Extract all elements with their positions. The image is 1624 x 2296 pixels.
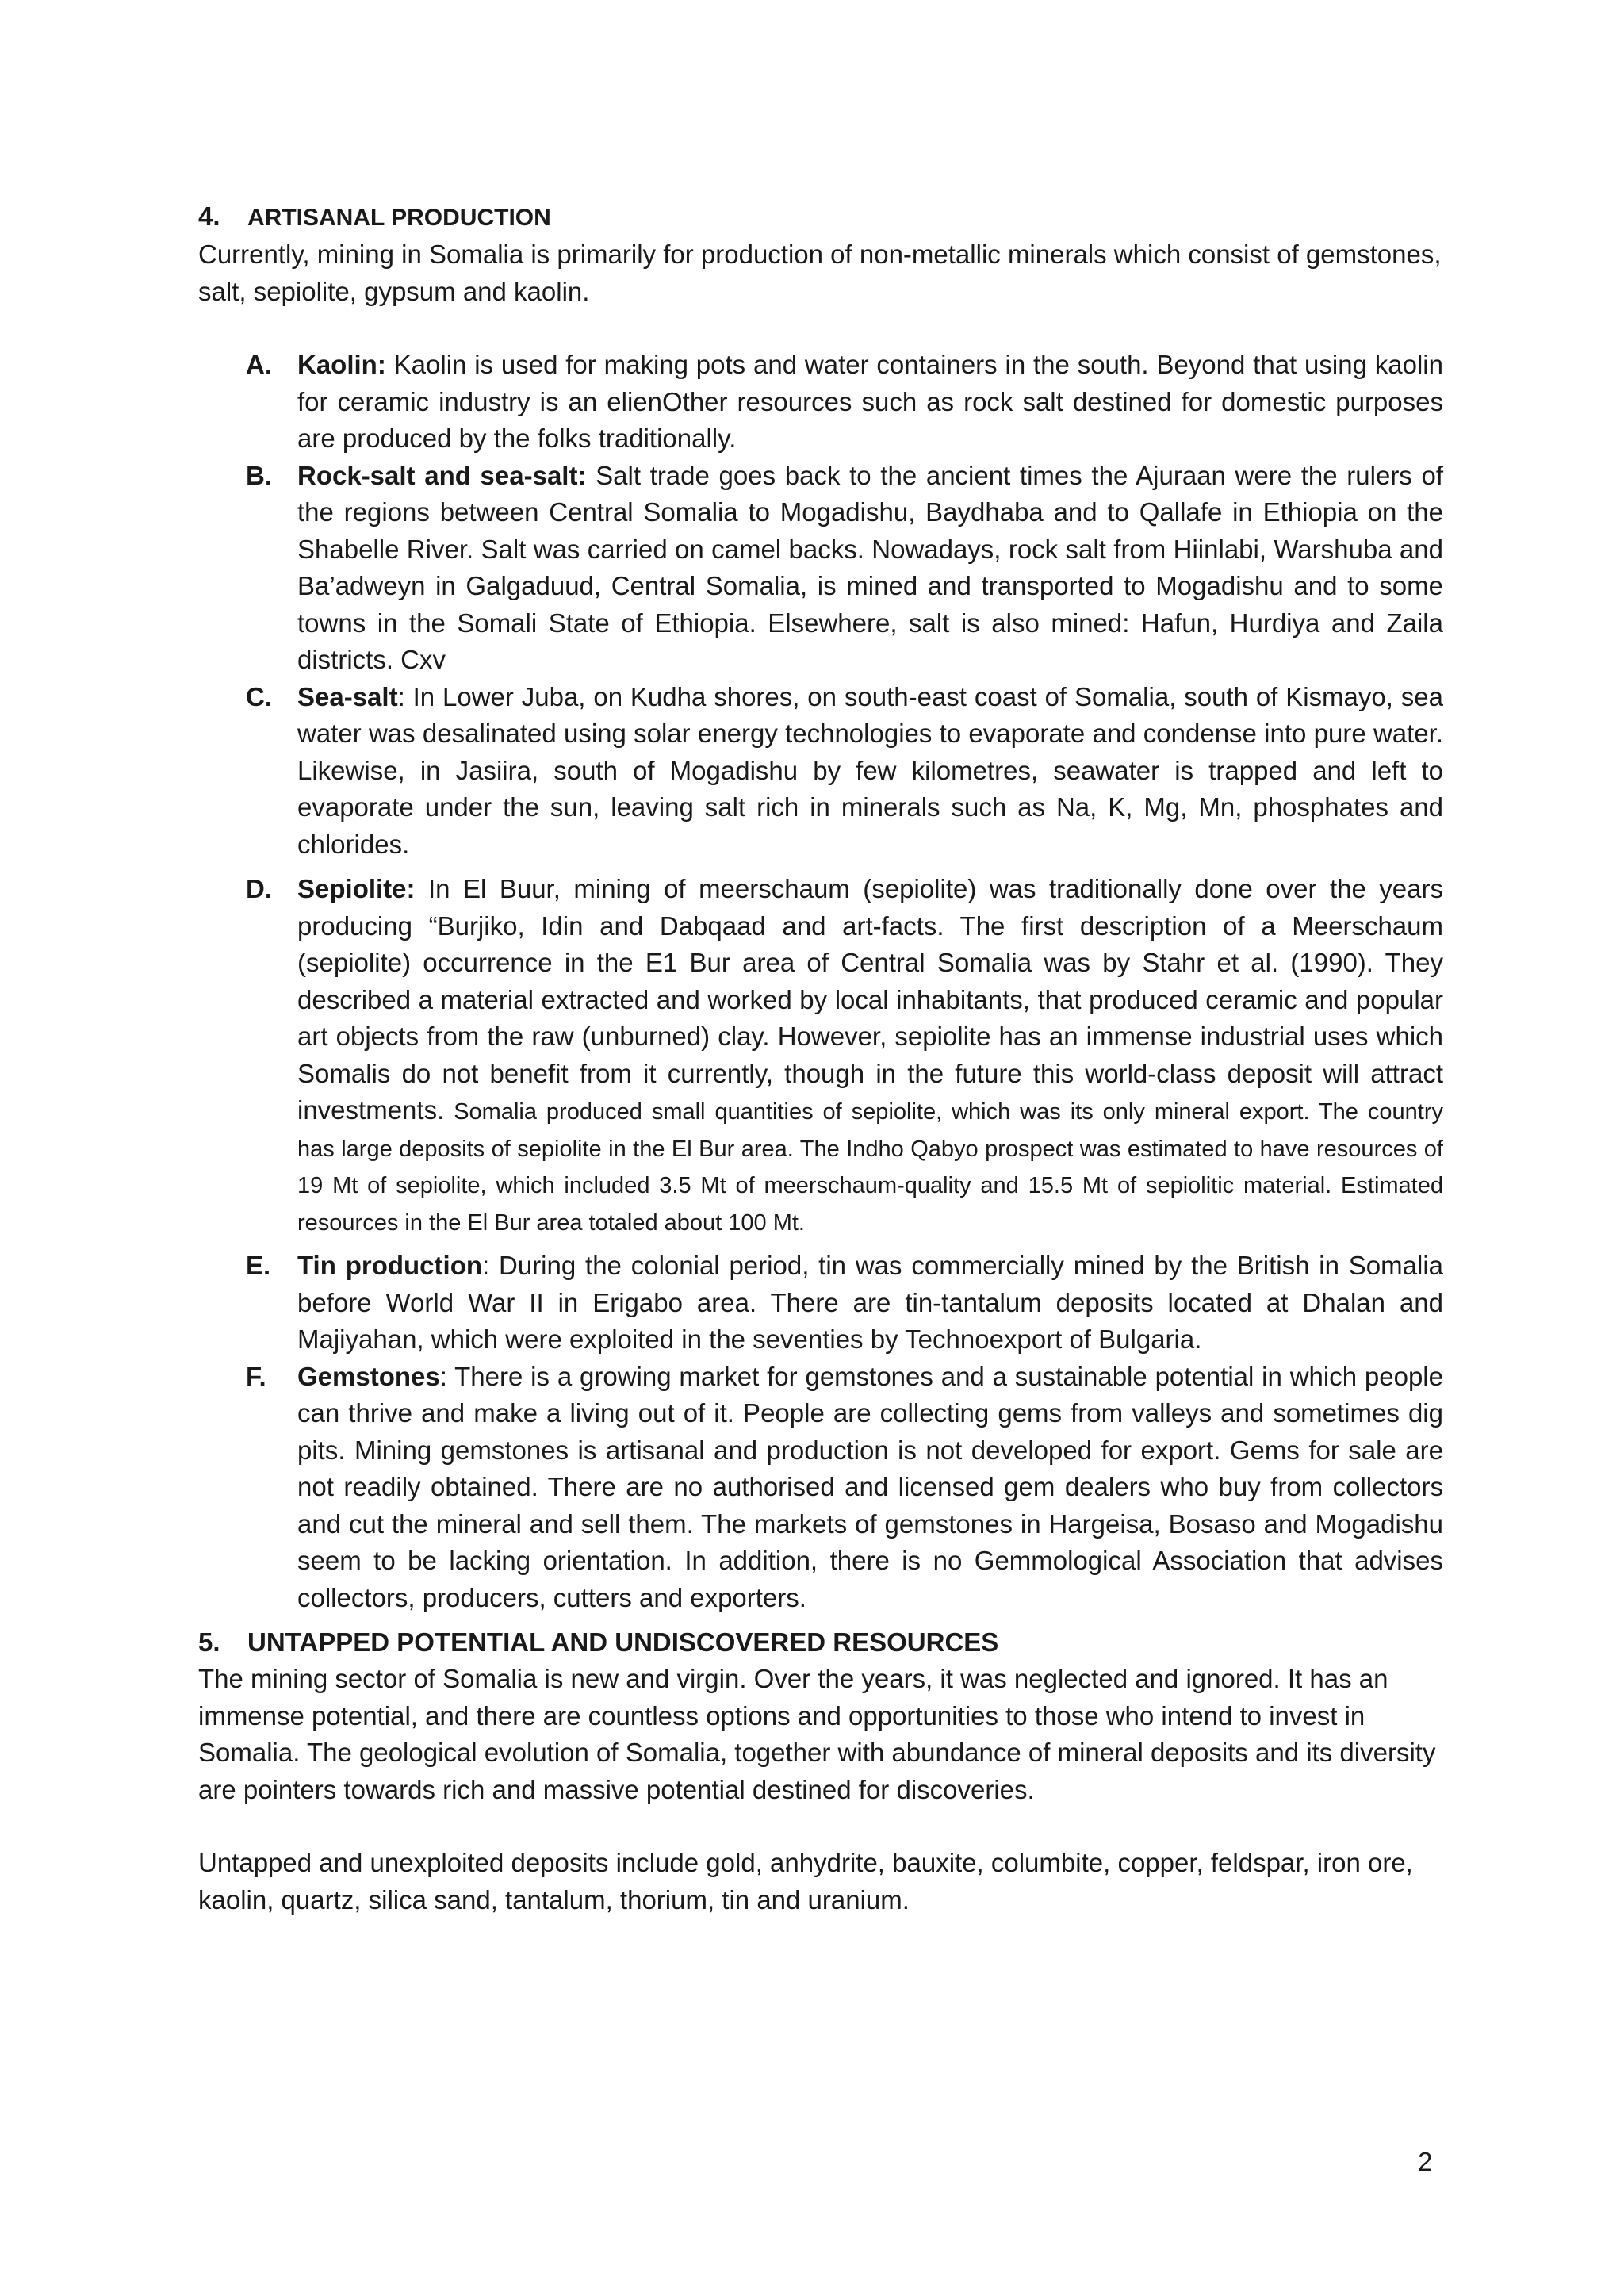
list-item-small-text: Somalia produced small quantities of sepiolite, which was its only mineral export. The country has large deposits of sepiolite in the El Bur area. The Indho Qabyo prospect was estimated to have resources of 19 Mt of sepiolite, which included 3.5 Mt of meerschaum-quality and 15.5 Mt of sepiolitic material. Estimated resources in the El Bur area totaled about 100 Mt. <box>297 1099 1443 1236</box>
spacer <box>198 1240 1443 1248</box>
document-page <box>198 198 1443 1918</box>
spacer <box>198 310 1443 347</box>
list-item-term: Tin production <box>297 1251 483 1280</box>
list-item-term: Rock-salt and sea-salt: <box>297 460 587 490</box>
spacer <box>198 1616 1443 1624</box>
list-item-letter: F. <box>246 1361 266 1391</box>
list-item-text: Kaolin is used for making pots and water containers in the south. Beyond that using kaolin for ceramic industry is an elienOther resources such as rock salt destined for domestic purposes are produced by the folks traditionally. <box>297 350 1443 453</box>
list-item-kaolin <box>198 347 1443 458</box>
section-4-heading <box>198 198 1443 236</box>
list-item-sea-salt <box>198 679 1443 864</box>
section-4-intro: Currently, mining in Somalia is primarily for production of non-metallic minerals which consist of gemstones, salt, sepiolite, gypsum and kaolin. <box>198 240 1442 306</box>
section-5-paragraph-1: The mining sector of Somalia is new and virgin. Over the years, it was neglected and ignored. It has an immense potential, and there are countless options and opportunities to those who intend to invest in Somalia. The geological evolution of Somalia, together with abundance of mineral deposits and its diversity are pointers towards rich and massive potential destined for discoveries. <box>198 1664 1436 1804</box>
section-5-heading <box>198 1624 1443 1661</box>
section-4-title: ARTISANAL PRODUCTION <box>247 205 551 231</box>
list-item-gemstones <box>198 1359 1443 1617</box>
section-5-title: UNTAPPED POTENTIAL AND UNDISCOVERED RESOURCES <box>247 1627 999 1657</box>
section-5-number: 5. <box>198 1627 220 1657</box>
list-item-tin <box>198 1248 1443 1359</box>
list-item-text: : In Lower Juba, on Kudha shores, on south-east coast of Somalia, south of Kismayo, sea water was desalinated using solar energy technologies to evaporate and condense into pure water. Likewise, in Jasiira, south of Mogadishu by few kilometres, seawater is trapped and left to evaporate under the sun, leaving salt rich in minerals such as Na, K, Mg, Mn, phosphates and chlorides. <box>297 681 1443 859</box>
list-item-letter: A. <box>246 350 272 379</box>
list-item-term: Sea-salt <box>297 681 398 711</box>
list-item-term: Gemstones <box>297 1361 440 1391</box>
spacer <box>198 863 1443 871</box>
list-item-letter: E. <box>246 1251 271 1280</box>
list-item-letter: B. <box>246 460 272 490</box>
list-item-term: Sepiolite: <box>297 874 416 903</box>
section-5-paragraph-2: Untapped and unexploited deposits include gold, anhydrite, bauxite, columbite, copper, feldspar, iron ore, kaolin, quartz, silica sand, tantalum, thorium, tin and uranium. <box>198 1848 1413 1915</box>
page-number: 2 <box>1418 2147 1433 2176</box>
section-4-number: 4. <box>198 201 220 231</box>
list-item-sepiolite <box>198 871 1443 1240</box>
list-item-text: In El Buur, mining of meerschaum (sepiolite) was traditionally done over the years producing “Burjiko, Idin and Dabqaad and art-facts. The first description of a Meerschaum (sepiolite) occurrence in the E1 Bur area of Central Somalia was by Stahr et al. (1990). They described a material extracted and worked by local inhabitants, that produced ceramic and popular art objects from the raw (unburned) clay. However, sepiolite has an immense industrial uses which Somalis do not benefit from it currently, though in the future this world-class deposit will attract investments. <box>297 874 1443 1125</box>
list-item-term: Kaolin: <box>297 350 386 379</box>
list-item-text: : There is a growing market for gemstones and a sustainable potential in which people can thrive and make a living out of it. People are collecting gems from valleys and sometimes dig pits. Mining gemstones is artisanal and production is not developed for export. Gems for sale are not readily obtained. There are no authorised and licensed gem dealers who buy from collectors and cut the mineral and sell them. The markets of gemstones in Hargeisa, Bosaso and Mogadishu seem to be lacking orientation. In addition, there is no Gemmological Association that advises collectors, producers, cutters and exporters. <box>297 1361 1443 1612</box>
list-item-text: : During the colonial period, tin was commercially mined by the British in Somalia before World War II in Erigabo area. There are tin-tantalum deposits located at Dhalan and Majiyahan, which were exploited in the seventies by Technoexport of Bulgaria. <box>297 1251 1443 1354</box>
list-item-text: Salt trade goes back to the ancient times the Ajuraan were the rulers of the regions between Central Somalia to Mogadishu, Baydhaba and to Qallafe in Ethiopia on the Shabelle River. Salt was carried on camel backs. Nowadays, rock salt from Hiinlabi, Warshuba and Ba’adweyn in Galgaduud, Central Somalia, is mined and transported to Mogadishu and to some towns in the Somali State of Ethiopia. Elsewhere, salt is also mined: Hafun, Hurdiya and Zaila districts. Cxv <box>297 460 1443 674</box>
list-item-letter: D. <box>246 874 272 903</box>
artisanal-list <box>198 347 1443 1616</box>
list-item-letter: C. <box>246 681 272 711</box>
list-item-rock-salt <box>198 458 1443 679</box>
spacer <box>198 1808 1443 1845</box>
